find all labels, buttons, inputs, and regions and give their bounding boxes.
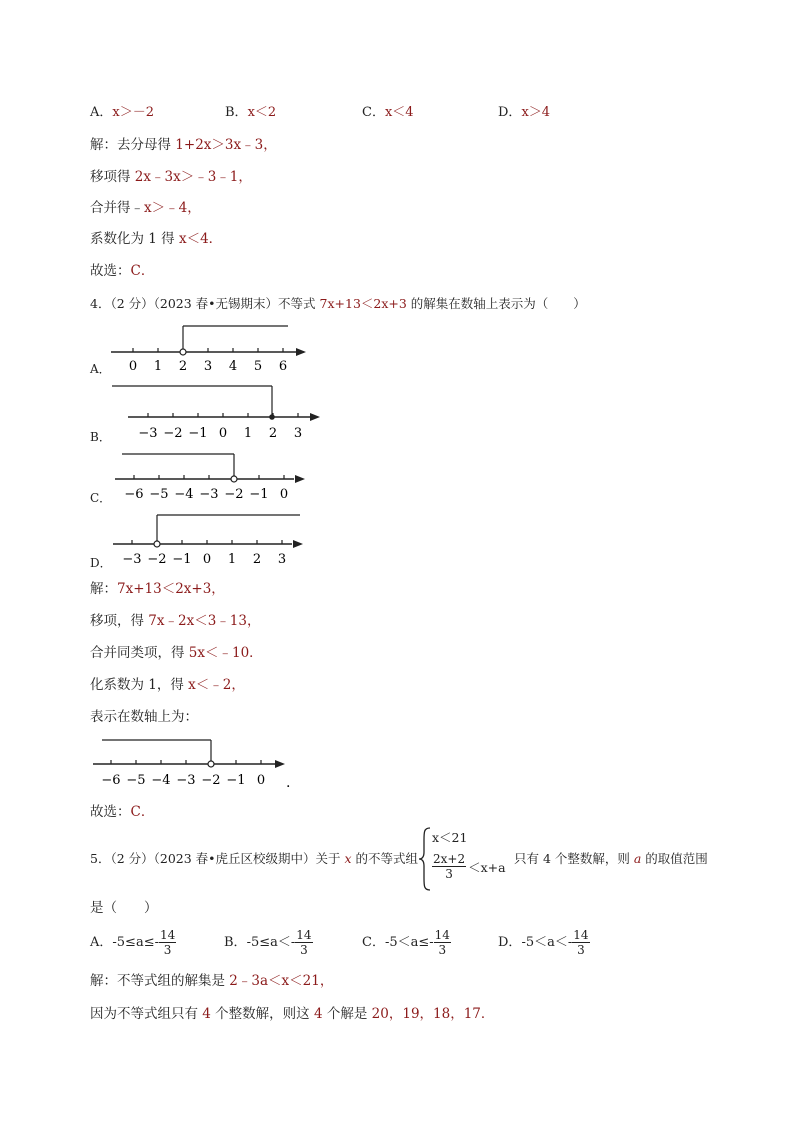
q4-option-a-number-line bbox=[108, 318, 318, 378]
q4-solution-line-5: 表示在数轴上为： bbox=[90, 709, 198, 725]
q4-option-d-number-line bbox=[110, 508, 310, 570]
tick-label: −1 bbox=[172, 552, 192, 567]
q5-option-a: A． -5≤a≤- $\frac{14}{3}$ bbox=[90, 928, 176, 957]
tick-label: 0 bbox=[202, 552, 212, 567]
q3-option-d: D．x＞4 bbox=[498, 105, 551, 120]
q5-system-line-1: x＜21 bbox=[432, 830, 468, 845]
q4-solution-line-3: 合并同类项，得 5x＜﹣10． bbox=[90, 645, 263, 661]
tick-label: 2 bbox=[178, 359, 188, 374]
tick-label: 2 bbox=[268, 426, 278, 441]
q5-option-c: C． -5＜a≤- $\frac{14}{3}$ bbox=[362, 928, 450, 957]
q3-solution-line-3: 合并得﹣x＞﹣4， bbox=[90, 200, 201, 216]
tick-label: 0 bbox=[218, 426, 228, 441]
q3-option-b: B．x＜2 bbox=[225, 105, 277, 120]
tick-label: 3 bbox=[203, 359, 213, 374]
tick-label: −2 bbox=[224, 487, 244, 502]
tick-label: −5 bbox=[126, 773, 146, 788]
q4-solution-line-4: 化系数为 1，得 x＜﹣2， bbox=[90, 677, 245, 693]
q5-stem-suffix: 只有 4 个整数解，则 a 的取值范围 bbox=[514, 851, 708, 866]
q3-solution-line-4: 系数化为 1 得 x＜4． bbox=[90, 231, 223, 247]
q5-option-d: D． -5＜a＜- $\frac{14}{3}$ bbox=[498, 928, 589, 957]
tick-label: −2 bbox=[147, 552, 167, 567]
tick-label: −4 bbox=[151, 773, 171, 788]
q4-solution-number-line bbox=[90, 733, 305, 791]
tick-label: −1 bbox=[249, 487, 269, 502]
tick-label: 0 bbox=[128, 359, 138, 374]
q5-brace bbox=[418, 826, 432, 892]
tick-label: 1 bbox=[227, 552, 237, 567]
q4-solution-line-1: 解：7x+13＜2x+3， bbox=[90, 581, 225, 597]
q5-stem-line-2: 是（ ） bbox=[90, 900, 158, 916]
tick-label: 3 bbox=[293, 426, 303, 441]
q4-option-c-number-line bbox=[112, 446, 312, 504]
tick-label: 1 bbox=[243, 426, 253, 441]
q4-option-b-number-line bbox=[110, 380, 325, 442]
q3-solution-line-1: 解：去分母得 1+2x＞3x﹣3， bbox=[90, 137, 277, 153]
tick-label: −1 bbox=[188, 426, 208, 441]
tick-label: −3 bbox=[122, 552, 142, 567]
q5-solution-line-1: 解：不等式组的解集是 2﹣3a＜x＜21， bbox=[90, 973, 334, 989]
q5-system-fraction: $\frac{2x+2}{3}$ bbox=[433, 852, 466, 881]
tick-label: −3 bbox=[176, 773, 196, 788]
tick-label: 5 bbox=[253, 359, 263, 374]
tick-label: 0 bbox=[279, 487, 289, 502]
q3-answer: 故选：C． bbox=[90, 263, 155, 279]
q5-solution-line-2: 因为不等式组只有 4 个整数解，则这 4 个解是 20，19，18，17． bbox=[90, 1006, 495, 1022]
tick-label: 2 bbox=[252, 552, 262, 567]
q4-option-a-label: A． bbox=[90, 362, 111, 376]
q4-solution-line-2: 移项，得 7x﹣2x＜3﹣13， bbox=[90, 613, 261, 629]
tick-label: −2 bbox=[201, 773, 221, 788]
q3-option-c: C．x＜4 bbox=[362, 105, 414, 120]
q4-stem: 4．（2 分）（2023 春•无锡期末）不等式 7x+13＜2x+3 的解集在数轴上表示为（ ） bbox=[90, 296, 586, 311]
solution-period: . bbox=[286, 775, 291, 791]
tick-label: −3 bbox=[199, 487, 219, 502]
tick-label: 6 bbox=[278, 359, 288, 374]
q5-system-line-2: $\frac{2x+2}{3}$ ＜x+a bbox=[433, 852, 506, 881]
tick-label: 1 bbox=[153, 359, 163, 374]
q5-stem-prefix: 5．（2 分）（2023 春•虎丘区校级期中）关于 x 的不等式组 bbox=[90, 851, 419, 866]
q3-option-a: A．x＞－2 bbox=[90, 105, 154, 120]
q4-option-d-label: D． bbox=[90, 556, 112, 570]
tick-label: −4 bbox=[174, 487, 194, 502]
q4-option-c-label: C． bbox=[90, 491, 112, 505]
tick-label: 4 bbox=[228, 359, 238, 374]
tick-label: −6 bbox=[101, 773, 121, 788]
q4-option-b-label: B． bbox=[90, 430, 111, 444]
tick-label: −1 bbox=[226, 773, 246, 788]
q3-solution-line-2: 移项得 2x﹣3x＞﹣3﹣1， bbox=[90, 169, 252, 185]
tick-label: −2 bbox=[163, 426, 183, 441]
tick-label: −5 bbox=[149, 487, 169, 502]
tick-label: −3 bbox=[138, 426, 158, 441]
tick-label: 3 bbox=[277, 552, 287, 567]
q4-answer: 故选：C． bbox=[90, 804, 155, 820]
tick-label: 0 bbox=[256, 773, 266, 788]
q5-option-b: B． -5≤a＜- $\frac{14}{3}$ bbox=[224, 928, 312, 957]
tick-label: −6 bbox=[124, 487, 144, 502]
